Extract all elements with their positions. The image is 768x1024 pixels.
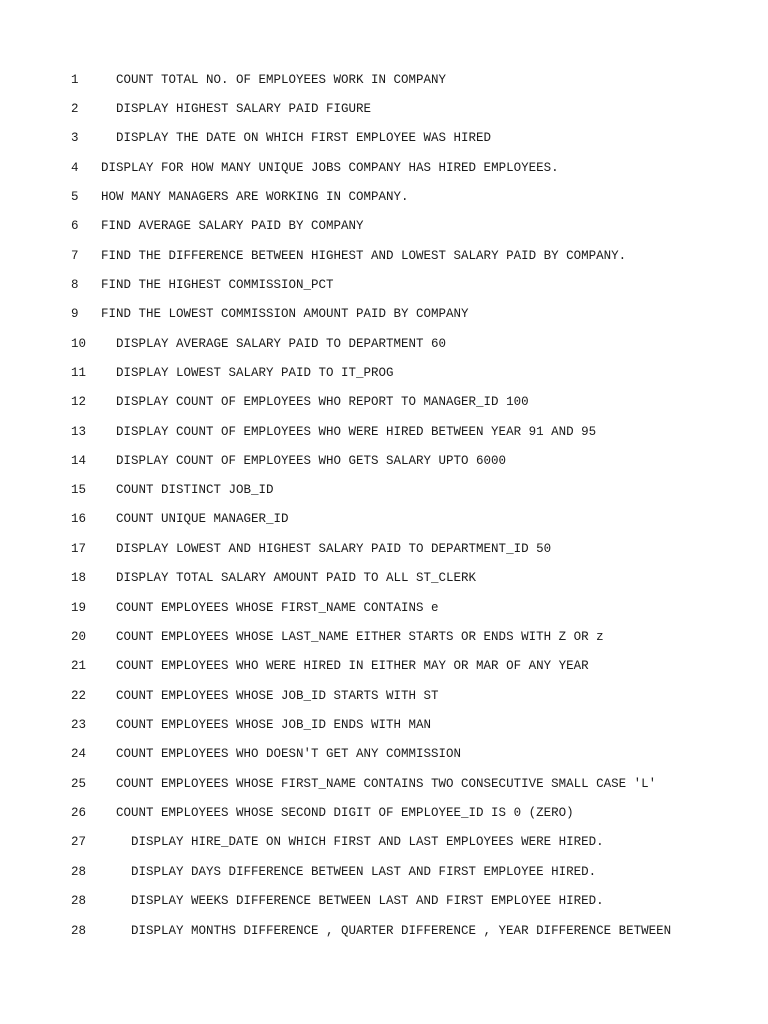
list-item (0, 774, 768, 794)
line-number: 13 (71, 425, 87, 439)
list-item (0, 128, 768, 148)
list-item (0, 246, 768, 266)
line-text: DISPLAY MONTHS DIFFERENCE , QUARTER DIFFERENCE , YEAR DIFFERENCE BETWEEN (131, 924, 672, 938)
list-item (0, 627, 768, 647)
list-item (0, 715, 768, 735)
line-number: 26 (71, 806, 87, 820)
list-item (0, 99, 768, 119)
line-text: FIND THE DIFFERENCE BETWEEN HIGHEST AND LOWEST SALARY PAID BY COMPANY. (101, 249, 627, 263)
line-number: 11 (71, 366, 87, 380)
list-item (0, 509, 768, 529)
line-text: DISPLAY HIGHEST SALARY PAID FIGURE (116, 102, 372, 116)
list-item (0, 744, 768, 764)
list-item (0, 598, 768, 618)
line-number: 8 (71, 278, 79, 292)
list-item (0, 832, 768, 852)
list-item (0, 158, 768, 178)
line-number: 24 (71, 747, 87, 761)
line-number: 9 (71, 307, 79, 321)
line-number: 7 (71, 249, 79, 263)
line-text: COUNT EMPLOYEES WHOSE JOB_ID STARTS WITH ST (116, 689, 439, 703)
line-text: COUNT DISTINCT JOB_ID (116, 483, 274, 497)
line-text: DISPLAY COUNT OF EMPLOYEES WHO GETS SALARY UPTO 6000 (116, 454, 507, 468)
line-text: DISPLAY LOWEST SALARY PAID TO IT_PROG (116, 366, 394, 380)
line-number: 28 (71, 924, 87, 938)
list-item (0, 392, 768, 412)
line-number: 15 (71, 483, 87, 497)
line-text: DISPLAY AVERAGE SALARY PAID TO DEPARTMENT 60 (116, 337, 447, 351)
line-number: 17 (71, 542, 87, 556)
line-number: 18 (71, 571, 87, 585)
line-text: COUNT EMPLOYEES WHO DOESN'T GET ANY COMMISSION (116, 747, 462, 761)
list-item (0, 187, 768, 207)
line-text: COUNT EMPLOYEES WHOSE JOB_ID ENDS WITH MAN (116, 718, 432, 732)
line-text: FIND AVERAGE SALARY PAID BY COMPANY (101, 219, 364, 233)
list-item (0, 363, 768, 383)
line-number: 23 (71, 718, 87, 732)
line-text: COUNT EMPLOYEES WHOSE SECOND DIGIT OF EMPLOYEE_ID IS 0 (ZERO) (116, 806, 574, 820)
line-text: DISPLAY COUNT OF EMPLOYEES WHO REPORT TO MANAGER_ID 100 (116, 395, 529, 409)
line-text: COUNT EMPLOYEES WHO WERE HIRED IN EITHER MAY OR MAR OF ANY YEAR (116, 659, 589, 673)
line-text: DISPLAY LOWEST AND HIGHEST SALARY PAID TO DEPARTMENT_ID 50 (116, 542, 552, 556)
line-number: 28 (71, 865, 87, 879)
line-number: 21 (71, 659, 87, 673)
line-text: COUNT TOTAL NO. OF EMPLOYEES WORK IN COMPANY (116, 73, 447, 87)
line-text: COUNT UNIQUE MANAGER_ID (116, 512, 289, 526)
list-item (0, 539, 768, 559)
list-item (0, 921, 768, 941)
list-item (0, 686, 768, 706)
line-number: 19 (71, 601, 87, 615)
list-item (0, 275, 768, 295)
list-item (0, 803, 768, 823)
line-number: 3 (71, 131, 79, 145)
list-item (0, 891, 768, 911)
line-text: DISPLAY HIRE_DATE ON WHICH FIRST AND LAST EMPLOYEES WERE HIRED. (131, 835, 604, 849)
line-text: DISPLAY THE DATE ON WHICH FIRST EMPLOYEE WAS HIRED (116, 131, 492, 145)
line-text: COUNT EMPLOYEES WHOSE FIRST_NAME CONTAINS TWO CONSECUTIVE SMALL CASE 'L' (116, 777, 657, 791)
line-text: COUNT EMPLOYEES WHOSE FIRST_NAME CONTAINS e (116, 601, 439, 615)
list-item (0, 70, 768, 90)
line-text: HOW MANY MANAGERS ARE WORKING IN COMPANY. (101, 190, 409, 204)
list-item (0, 568, 768, 588)
line-number: 27 (71, 835, 87, 849)
line-number: 5 (71, 190, 79, 204)
line-text: FIND THE LOWEST COMMISSION AMOUNT PAID BY COMPANY (101, 307, 469, 321)
line-number: 25 (71, 777, 87, 791)
line-text: DISPLAY TOTAL SALARY AMOUNT PAID TO ALL ST_CLERK (116, 571, 477, 585)
line-number: 6 (71, 219, 79, 233)
line-number: 20 (71, 630, 87, 644)
line-text: DISPLAY DAYS DIFFERENCE BETWEEN LAST AND FIRST EMPLOYEE HIRED. (131, 865, 597, 879)
list-item (0, 451, 768, 471)
line-number: 12 (71, 395, 87, 409)
line-number: 4 (71, 161, 79, 175)
line-number: 14 (71, 454, 87, 468)
line-number: 1 (71, 73, 79, 87)
line-text: DISPLAY FOR HOW MANY UNIQUE JOBS COMPANY HAS HIRED EMPLOYEES. (101, 161, 559, 175)
line-text: DISPLAY COUNT OF EMPLOYEES WHO WERE HIRED BETWEEN YEAR 91 AND 95 (116, 425, 597, 439)
line-number: 16 (71, 512, 87, 526)
line-text: DISPLAY WEEKS DIFFERENCE BETWEEN LAST AND FIRST EMPLOYEE HIRED. (131, 894, 604, 908)
line-number: 10 (71, 337, 87, 351)
list-item (0, 656, 768, 676)
line-number: 2 (71, 102, 79, 116)
line-text: COUNT EMPLOYEES WHOSE LAST_NAME EITHER STARTS OR ENDS WITH Z OR z (116, 630, 604, 644)
list-item (0, 216, 768, 236)
line-number: 22 (71, 689, 87, 703)
list-item (0, 422, 768, 442)
list-item (0, 334, 768, 354)
line-number: 28 (71, 894, 87, 908)
list-item (0, 862, 768, 882)
list-item (0, 304, 768, 324)
line-text: FIND THE HIGHEST COMMISSION_PCT (101, 278, 334, 292)
list-item (0, 480, 768, 500)
